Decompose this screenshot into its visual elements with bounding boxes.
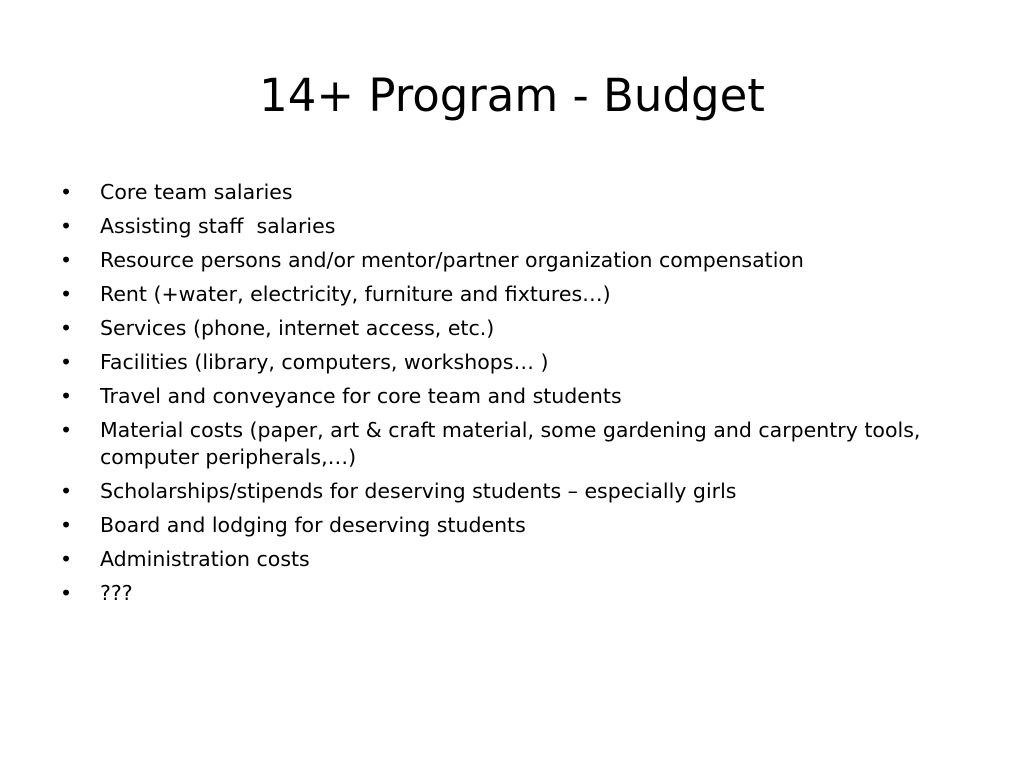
list-item <box>60 349 960 376</box>
list-item-text: Material costs (paper, art & craft material, some gardening and carpentry tools, computer peripherals,…) <box>100 418 927 469</box>
list-item <box>60 247 960 274</box>
list-item-text: Travel and conveyance for core team and students <box>100 384 622 408</box>
list-item <box>60 546 960 573</box>
bullet-icon: • <box>60 282 73 306</box>
bullet-icon: • <box>60 350 73 374</box>
bullet-icon: • <box>60 316 73 340</box>
list-item-text: Rent (+water, electricity, furniture and fixtures…) <box>100 282 611 306</box>
bullet-icon: • <box>60 418 73 442</box>
bullet-icon: • <box>60 479 73 503</box>
list-item <box>60 383 960 410</box>
list-item-text: Assisting staff salaries <box>100 214 336 238</box>
list-item-text: Scholarships/stipends for deserving students – especially girls <box>100 479 737 503</box>
slide-title: 14+ Program - Budget <box>259 69 765 122</box>
bullet-icon: • <box>60 513 73 537</box>
list-item <box>60 281 960 308</box>
bullet-icon: • <box>60 248 73 272</box>
list-item <box>60 512 960 539</box>
list-item-text: Administration costs <box>100 547 310 571</box>
list-item <box>60 179 960 206</box>
list-item-text: Resource persons and/or mentor/partner organization compensation <box>100 248 804 272</box>
list-item <box>60 478 960 505</box>
bullet-list <box>60 179 960 614</box>
list-item <box>60 580 960 607</box>
bullet-icon: • <box>60 547 73 571</box>
list-item <box>60 213 960 240</box>
bullet-icon: • <box>60 384 73 408</box>
bullet-icon: • <box>60 214 73 238</box>
bullet-icon: • <box>60 180 73 204</box>
list-item-text: Core team salaries <box>100 180 293 204</box>
list-item-text: ??? <box>100 581 133 605</box>
list-item-text: Services (phone, internet access, etc.) <box>100 316 495 340</box>
list-item-text: Facilities (library, computers, workshops… ) <box>100 350 549 374</box>
bullet-icon: • <box>60 581 73 605</box>
list-item <box>60 315 960 342</box>
list-item-text: Board and lodging for deserving students <box>100 513 526 537</box>
list-item <box>60 417 960 471</box>
